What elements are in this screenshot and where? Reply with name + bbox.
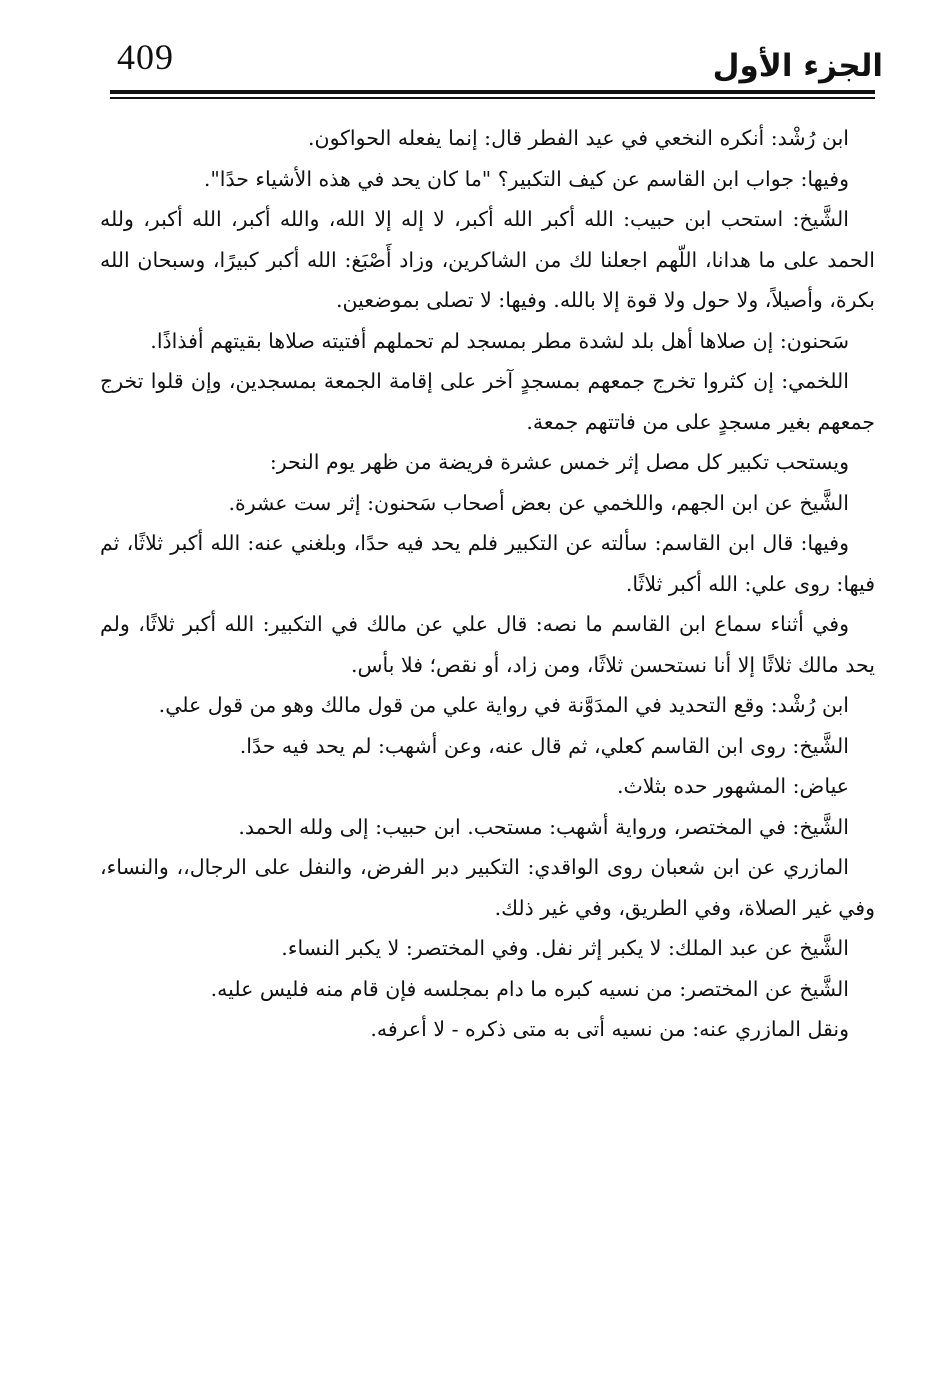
paragraph: الشَّيخ: في المختصر، ورواية أشهب: مستحب. ابن حبيب: إلى ولله الحمد.: [238, 814, 849, 839]
paragraph: الشَّيخ عن ابن الجهم، واللخمي عن بعض أصحاب سَحنون: إثر ست عشرة.: [228, 490, 849, 515]
paragraph: الشَّيخ: روى ابن القاسم كعلي، ثم قال عنه، وعن أشهب: لم يحد فيه حدًا.: [239, 733, 849, 758]
paragraph: الشَّيخ عن المختصر: من نسيه كبره ما دام بمجلسه فإن قام منه فليس عليه.: [210, 976, 849, 1001]
paragraph: وفيها: قال ابن القاسم: سألته عن التكبير فلم يحد فيه حدًا، وبلغني عنه: الله أكبر ثلاثًا، ثم فيها: روى علي: الله أكبر ثلاثًا.: [100, 531, 875, 596]
paragraph: الشَّيخ: استحب ابن حبيب: الله أكبر الله أكبر، لا إله إلا الله، والله أكبر، الله أكبر، ولله الحمد على ما هدانا، اللّهم اجعلنا لك من الشاكرين، وزاد أَصْبَغ: الله أكبر كبيرًا، وسبحان الله بكرة، وأصيلاً، ولا حول ولا قوة إلا بالله. وفيها: لا تصلى بموضعين.: [100, 207, 875, 312]
paragraph: عياض: المشهور حده بثلاث.: [616, 774, 849, 798]
paragraph: ابن رُشْد: وقع التحديد في المدَوَّنة في رواية علي من قول مالك وهو من قول علي.: [158, 693, 849, 717]
paragraph: ونقل المازري عنه: من نسيه أتى به متى ذكره - لا أعرفه.: [370, 1017, 849, 1041]
paragraph: اللخمي: إن كثروا تخرج جمعهم بمسجدٍ آخر على إقامة الجمعة بمسجدين، وإن قلوا تخرج جمعهم بغير مسجدٍ على من فاتتهم جمعة.: [100, 369, 875, 434]
header-rule-thick: [110, 90, 875, 94]
body-text: [100, 118, 875, 1050]
header-rule-thin: [110, 97, 875, 99]
running-head: الجزء الأول: [712, 48, 883, 84]
paragraph: الشَّيخ عن عبد الملك: لا يكبر إثر نفل. وفي المختصر: لا يكبر النساء.: [281, 936, 849, 960]
paragraph: وفي أثناء سماع ابن القاسم ما نصه: قال علي عن مالك في التكبير: الله أكبر ثلاثًا، ولم يحد مالك ثلاثًا إلا أنا نستحسن ثلاثًا، ومن زاد، أو نقص؛ فلا بأس.: [100, 612, 875, 677]
paragraph: ابن رُشْد: أنكره النخعي في عيد الفطر قال: إنما يفعله الحواكون.: [308, 126, 849, 150]
paragraph: وفيها: جواب ابن القاسم عن كيف التكبير؟ "ما كان يحد في هذه الأشياء حدًا".: [203, 166, 849, 191]
page-number: 409: [117, 37, 174, 77]
paragraph: سَحنون: إن صلاها أهل بلد لشدة مطر بمسجد لم تحملهم أفتيته صلاها بقيتهم أفذاذًا.: [150, 328, 849, 353]
paragraph: المازري عن ابن شعبان روى الواقدي: التكبير دبر الفرض، والنفل على الرجال،، والنساء، وفي غير الصلاة، وفي الطريق، وفي غير ذلك.: [100, 855, 875, 920]
paragraph: ويستحب تكبير كل مصل إثر خمس عشرة فريضة من ظهر يوم النحر:: [269, 450, 849, 474]
